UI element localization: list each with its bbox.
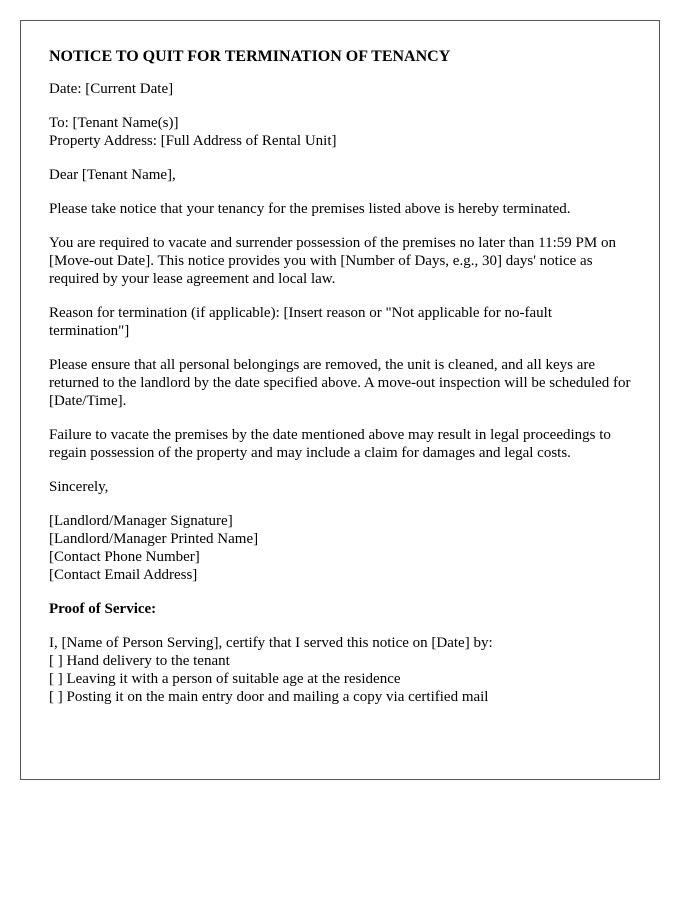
proof-option-hand-delivery: [ ] Hand delivery to the tenant bbox=[49, 653, 230, 669]
property-address-line: Property Address: [Full Address of Rental Unit] bbox=[49, 133, 337, 149]
signature-line: [Landlord/Manager Signature] bbox=[49, 513, 233, 529]
contact-phone-line: [Contact Phone Number] bbox=[49, 549, 200, 565]
proof-of-service-heading: Proof of Service: bbox=[49, 601, 157, 617]
salutation: Dear [Tenant Name], bbox=[49, 167, 176, 183]
notice-document bbox=[20, 20, 660, 780]
signature-block bbox=[49, 512, 631, 584]
proof-option-person-at-residence: [ ] Leaving it with a person of suitable age at the residence bbox=[49, 671, 401, 687]
recipient-block bbox=[49, 114, 631, 150]
legal-paragraph: Failure to vacate the premises by the date mentioned above may result in legal proceedings to regain possession of the property and may include a claim for damages and legal costs. bbox=[49, 427, 611, 461]
closing: Sincerely, bbox=[49, 479, 109, 495]
printed-name-line: [Landlord/Manager Printed Name] bbox=[49, 531, 259, 547]
date-line: Date: [Current Date] bbox=[49, 81, 174, 97]
belongings-paragraph: Please ensure that all personal belongings are removed, the unit is cleaned, and all keys are returned to the landlord by the date specified above. A move-out inspection will be scheduled for [Date/Time]. bbox=[49, 357, 631, 409]
proof-of-service-block bbox=[49, 634, 631, 706]
reason-paragraph: Reason for termination (if applicable): [Insert reason or "Not applicable for no-fault termination"] bbox=[49, 305, 553, 339]
termination-paragraph: Please take notice that your tenancy for the premises listed above is hereby terminated. bbox=[49, 201, 571, 217]
document-title: NOTICE TO QUIT FOR TERMINATION OF TENANCY bbox=[49, 48, 451, 65]
proof-intro-line: I, [Name of Person Serving], certify that I served this notice on [Date] by: bbox=[49, 635, 493, 651]
contact-email-line: [Contact Email Address] bbox=[49, 567, 198, 583]
vacate-paragraph: You are required to vacate and surrender possession of the premises no later than 11:59 PM on [Move-out Date]. This notice provides you with [Number of Days, e.g., 30] days' notice as required by your lease agreement and local law. bbox=[49, 235, 616, 287]
to-line: To: [Tenant Name(s)] bbox=[49, 115, 179, 131]
proof-option-posting-and-mail: [ ] Posting it on the main entry door and mailing a copy via certified mail bbox=[49, 689, 489, 705]
